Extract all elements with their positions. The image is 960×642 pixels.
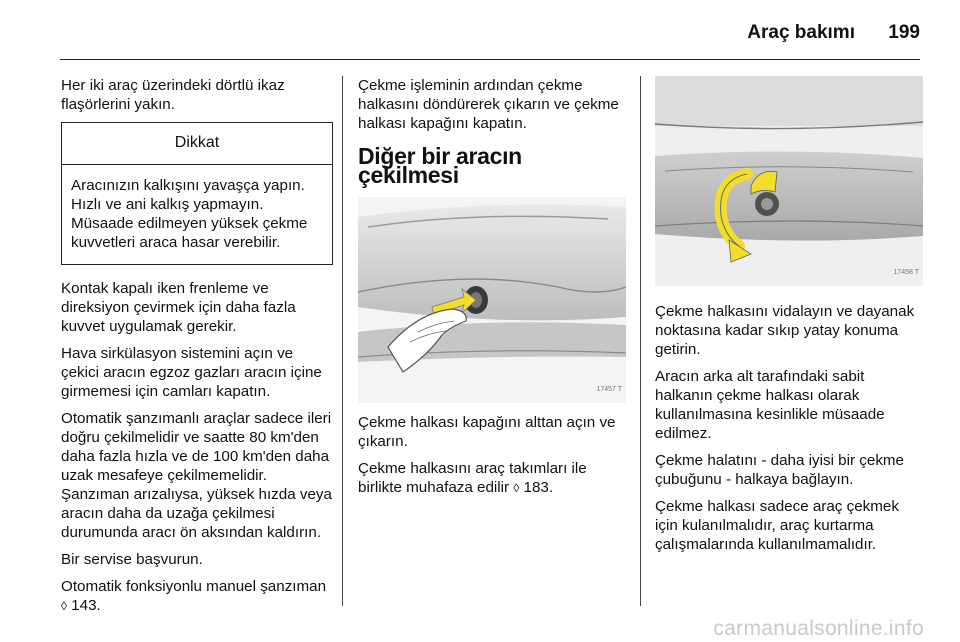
- column-middle: [358, 76, 626, 506]
- arrow-reference-icon: ◊: [61, 599, 67, 613]
- figure-number: 17458 T: [893, 269, 919, 276]
- paragraph-with-reference: [358, 459, 626, 498]
- arrow-reference-icon: ◊: [513, 481, 520, 495]
- paragraph-text: Çekme halkasını araç takımları ile birlikte muhafaza edilir: [358, 460, 587, 496]
- paragraph-text: Otomatik fonksiyonlu manuel şanzıman: [61, 578, 327, 595]
- bumper-hand-illustration: [358, 197, 626, 403]
- watermark: carmanualsonline.info: [713, 617, 924, 640]
- section-heading: Diğer bir aracın çekilmesi: [358, 143, 522, 188]
- figure-number: 17457 T: [596, 386, 622, 393]
- column-divider-right: [640, 76, 641, 606]
- column-divider-left: [342, 76, 343, 606]
- illustration-tow-eye-cover: [358, 197, 626, 403]
- column-left: [61, 76, 333, 624]
- paragraph: Çekme halkası sadece araç çekmek için kulanılmalıdır, araç kurtarma çalışmalarında kullanılmamalıdır.: [655, 498, 899, 553]
- page-reference[interactable]: 183.: [523, 479, 554, 496]
- paragraph: Çekme halatını - daha iyisi bir çekme çubuğunu - halkaya bağlayın.: [655, 452, 905, 488]
- column-right: [655, 76, 923, 562]
- paragraph: Bir servise başvurun.: [61, 551, 203, 568]
- paragraph: Çekme işleminin ardından çekme halkasını döndürerek çıkarın ve çekme halkası kapağını kapatın.: [358, 77, 619, 132]
- paragraph: Aracın arka alt tarafındaki sabit halkanın çekme halkası olarak kullanılmasına kesinlikle müsaade edilmez.: [655, 368, 885, 442]
- page-header: [0, 0, 960, 60]
- tow-eye-rotation-illustration: [655, 76, 923, 286]
- paragraph: Çekme halkası kapağını alttan açın ve çıkarın.: [358, 414, 616, 450]
- caution-text: Aracınızın kalkışını yavaşça yapın. Hızlı ve ani kalkış yapmayın. Müsaade edilmeyen yüksek çekme kuvvetleri araca hasar verebilir.: [71, 177, 308, 251]
- paragraph: Hava sirkülasyon sistemini açın ve çekici aracın egzoz gazları aracın içine girmemesi için camları kapatın.: [61, 345, 322, 400]
- header-divider: [60, 59, 920, 60]
- paragraph: Her iki araç üzerindeki dörtlü ikaz flaşörlerini yakın.: [61, 77, 285, 113]
- caution-box: [61, 122, 333, 265]
- paragraph: Çekme halkasını vidalayın ve dayanak noktasına kadar sıkıp yatay konuma getirin.: [655, 303, 915, 358]
- page-reference[interactable]: 143.: [71, 597, 101, 614]
- caution-title: Dikkat: [62, 123, 332, 165]
- page-number: 199: [888, 22, 920, 43]
- illustration-screw-in-tow-eye: [655, 76, 923, 286]
- section-title: Araç bakımı: [747, 22, 855, 43]
- paragraph-with-reference: [61, 577, 333, 616]
- paragraph: Otomatik şanzımanlı araçlar sadece ileri doğru çekilmelidir ve saatte 80 km'den daha fazla hızla ve de 100 km'den daha uzak mesafeye çekilmemelidir. Şanzıman arızalıysa, yüksek hızda veya aracın daha da uzağa çekilmesi durumunda aracı ön aksından kaldırın.: [61, 410, 332, 541]
- paragraph: Kontak kapalı iken frenleme ve direksiyon çevirmek için daha fazla kuvvet uygulamak gerekir.: [61, 280, 296, 335]
